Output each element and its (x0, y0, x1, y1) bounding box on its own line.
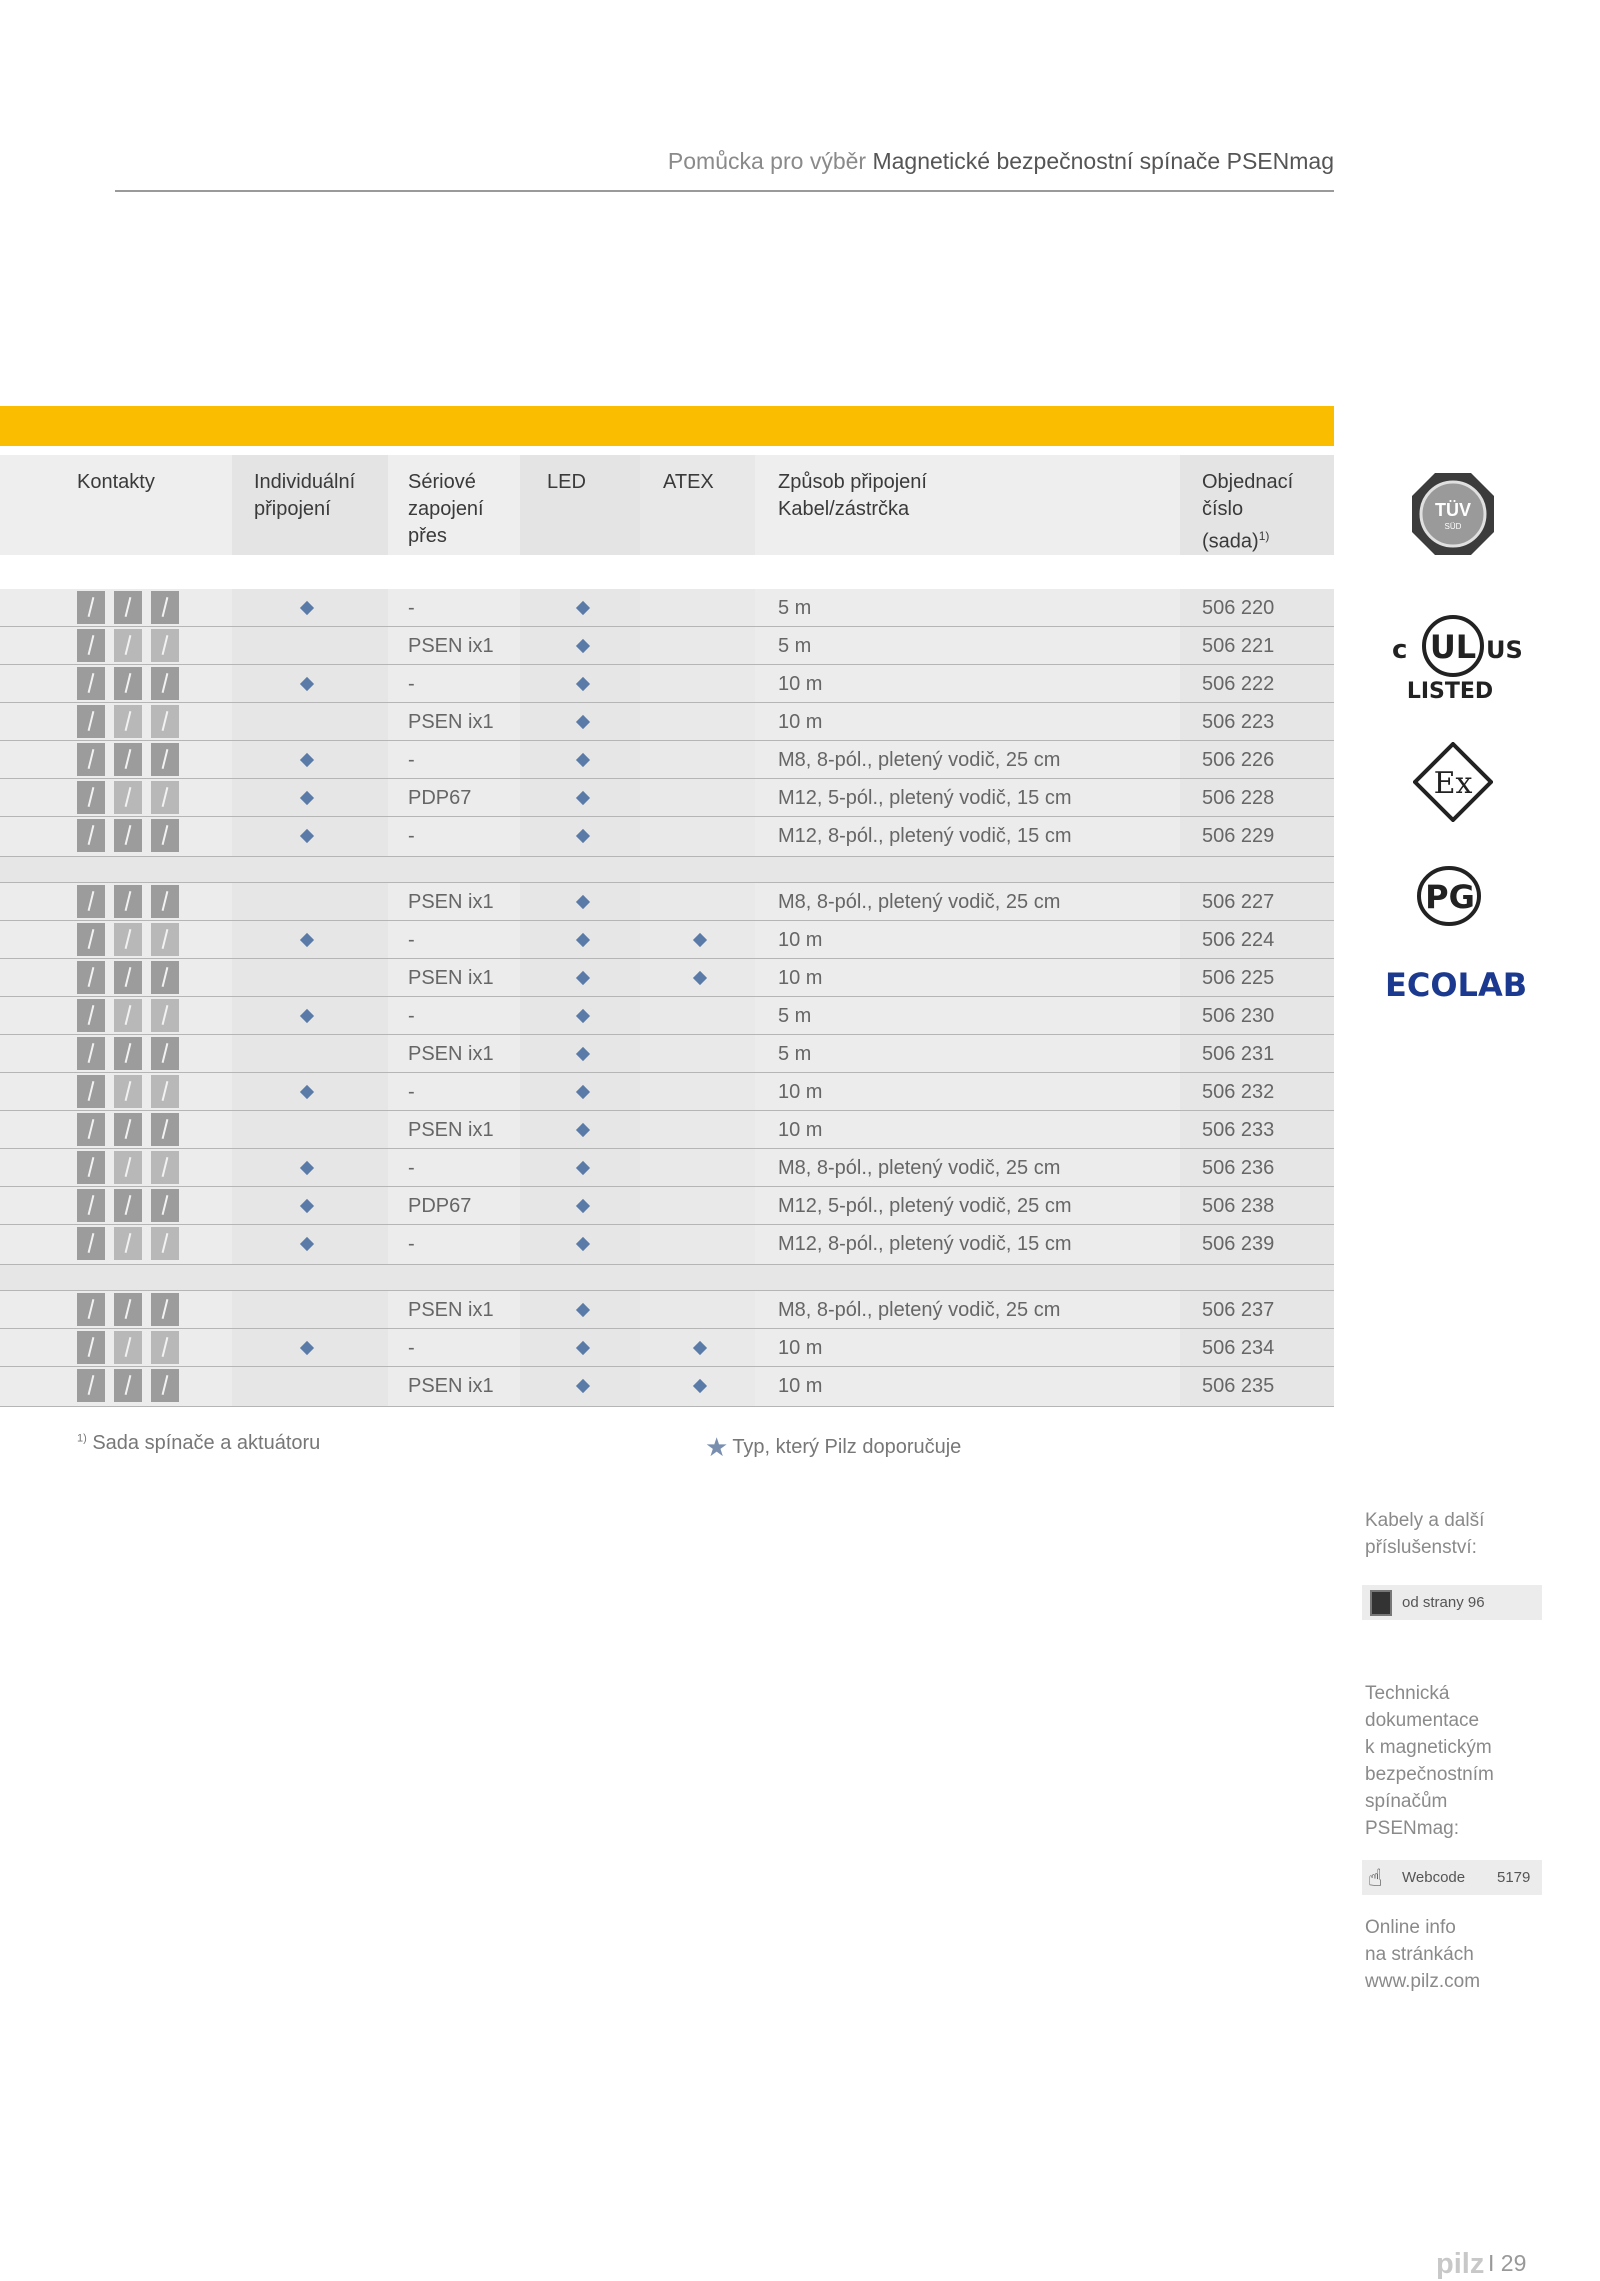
serial-cell: - (408, 1233, 415, 1255)
pilz-logo: pilz (1436, 2248, 1485, 2280)
order-number-cell: 506 230 (1202, 1005, 1275, 1027)
footnote-mark: 1) (77, 1432, 87, 1445)
atex-ex-logo (1413, 742, 1493, 822)
star-icon: ★ (705, 1432, 729, 1462)
cables-ref-text: od strany 96 (1402, 1594, 1485, 1611)
reed-contact-icon (114, 1331, 142, 1364)
reed-contact-icon (77, 923, 105, 956)
reed-contact-icon (77, 885, 105, 918)
reed-contact-icon (151, 999, 179, 1032)
serial-cell: PSEN ix1 (408, 891, 494, 913)
connection-cell: M8, 8-pól., pletený vodič, 25 cm (778, 749, 1061, 771)
connection-cell: 10 m (778, 673, 823, 695)
reed-contact-icon (114, 1227, 142, 1260)
reed-contact-icon (77, 1227, 105, 1260)
reed-contact-icon (151, 743, 179, 776)
reed-contact-icon (114, 781, 142, 814)
serial-cell: PDP67 (408, 787, 472, 809)
reed-contact-icon (151, 885, 179, 918)
reed-contact-icon (114, 667, 142, 700)
reed-contact-icon (77, 1369, 105, 1402)
reed-contact-icon (114, 999, 142, 1032)
reed-contact-icon (151, 705, 179, 738)
webcode-value: 5179 (1497, 1869, 1531, 1886)
reed-contact-icon (114, 885, 142, 918)
serial-cell: - (408, 1337, 415, 1359)
legend-text: Typ, který Pilz doporučuje (732, 1436, 962, 1458)
col-individual: Individuální připojení (254, 471, 356, 520)
reed-contact-icon (77, 999, 105, 1032)
order-number-cell: 506 232 (1202, 1081, 1275, 1103)
connection-cell: 5 m (778, 1043, 812, 1065)
group-separator (0, 857, 1334, 883)
webcode-box[interactable] (1362, 1860, 1542, 1895)
reed-contact-icon (151, 667, 179, 700)
order-number-cell: 506 229 (1202, 825, 1275, 847)
connection-cell: 10 m (778, 711, 823, 733)
connection-cell: M8, 8-pól., pletený vodič, 25 cm (778, 1157, 1061, 1179)
reed-contact-icon (114, 819, 142, 852)
page-separator: I (1488, 2250, 1495, 2276)
header-divider (115, 190, 1334, 192)
connection-cell: 10 m (778, 929, 823, 951)
serial-cell: PSEN ix1 (408, 1119, 494, 1141)
serial-cell: - (408, 1005, 415, 1027)
reed-contact-icon (114, 1189, 142, 1222)
col-order (1202, 469, 1293, 556)
gost-logo (1414, 863, 1494, 929)
group-separator (0, 1265, 1334, 1291)
reed-contact-icon (151, 1151, 179, 1184)
connection-cell: M12, 5-pól., pletený vodič, 15 cm (778, 787, 1072, 809)
reed-contact-icon (77, 1151, 105, 1184)
order-number-cell: 506 235 (1202, 1375, 1275, 1397)
footnote-text: Sada spínače a aktuátoru (92, 1432, 321, 1454)
table-row (0, 883, 1334, 921)
connection-cell: M12, 8-pól., pletený vodič, 15 cm (778, 1233, 1072, 1255)
table-row (0, 1149, 1334, 1187)
sidebar-online-text: Online info na stránkách www.pilz.com (1365, 1917, 1481, 1992)
serial-cell: PSEN ix1 (408, 1043, 494, 1065)
connection-cell: 10 m (778, 1119, 823, 1141)
ul-mark-text: UL (1429, 628, 1477, 666)
serial-cell: - (408, 749, 415, 771)
table-row (0, 1187, 1334, 1225)
connection-cell: M8, 8-pól., pletený vodič, 25 cm (778, 1299, 1061, 1321)
serial-cell: PDP67 (408, 1195, 472, 1217)
catalog-book-icon (1370, 1590, 1392, 1616)
serial-cell: PSEN ix1 (408, 635, 494, 657)
reed-contact-icon (151, 1369, 179, 1402)
reed-contact-icon (151, 591, 179, 624)
serial-cell: - (408, 1081, 415, 1103)
col-serial: Sériové zapojení přes (408, 471, 484, 547)
table-row (0, 1111, 1334, 1149)
gost-mark-text: PG (1425, 878, 1475, 916)
reed-contact-icon (151, 1331, 179, 1364)
reed-contact-icon (77, 705, 105, 738)
reed-contact-icon (151, 923, 179, 956)
reed-contact-icon (114, 1113, 142, 1146)
order-number-cell: 506 223 (1202, 711, 1275, 733)
order-number-cell: 506 220 (1202, 597, 1275, 619)
footnote (77, 1432, 320, 1455)
reed-contact-icon (114, 1369, 142, 1402)
serial-cell: - (408, 1157, 415, 1179)
pointing-hand-icon: ☝ (1368, 1865, 1383, 1892)
reed-contact-icon (77, 1075, 105, 1108)
reed-contact-icon (77, 781, 105, 814)
order-number-cell: 506 227 (1202, 891, 1275, 913)
reed-contact-icon (77, 1189, 105, 1222)
reed-contact-icon (114, 923, 142, 956)
order-number-cell: 506 236 (1202, 1157, 1275, 1179)
table-row (0, 959, 1334, 997)
ul-c-text: c (1392, 635, 1408, 665)
serial-cell: - (408, 929, 415, 951)
reed-contact-icon (77, 743, 105, 776)
serial-cell: PSEN ix1 (408, 1375, 494, 1397)
order-number-cell: 506 233 (1202, 1119, 1275, 1141)
reed-contact-icon (114, 629, 142, 662)
page-number-value: 29 (1500, 2250, 1527, 2276)
reed-contact-icon (77, 1113, 105, 1146)
col-atex: ATEX (663, 471, 714, 493)
reed-contact-icon (77, 819, 105, 852)
reed-contact-icon (151, 1037, 179, 1070)
col-connection: Způsob připojení Kabel/zástrčka (778, 471, 927, 520)
ecolab-logo: ECOLAB (1385, 966, 1528, 1004)
order-number-cell: 506 224 (1202, 929, 1275, 951)
reed-contact-icon (77, 591, 105, 624)
order-number-cell: 506 222 (1202, 673, 1275, 695)
reed-contact-icon (114, 961, 142, 994)
table-row (0, 1035, 1334, 1073)
page-header-title (668, 148, 1334, 175)
connection-cell: M12, 8-pól., pletený vodič, 15 cm (778, 825, 1072, 847)
table-row (0, 741, 1334, 779)
ul-listed-text: LISTED (1406, 679, 1494, 704)
product-table (0, 455, 1334, 1407)
table-row (0, 1367, 1334, 1407)
reed-contact-icon (151, 961, 179, 994)
serial-cell: - (408, 597, 415, 619)
col-order-label: Objednací číslo (sada) (1202, 471, 1294, 553)
ul-us-text: US (1486, 636, 1523, 664)
table-row (0, 665, 1334, 703)
reed-contact-icon (114, 1151, 142, 1184)
order-number-cell: 506 221 (1202, 635, 1275, 657)
col-order-sup: 1) (1258, 529, 1270, 543)
sidebar-techdoc-text: Technická dokumentace k magnetickým bezpečnostním spínačům PSENmag: (1365, 1683, 1494, 1839)
connection-cell: 5 m (778, 597, 812, 619)
table-row (0, 1073, 1334, 1111)
reed-contact-icon (77, 667, 105, 700)
ul-listed-logo (1390, 606, 1530, 706)
reed-contact-icon (77, 629, 105, 662)
accent-bar (0, 406, 1334, 446)
serial-cell: PSEN ix1 (408, 711, 494, 733)
order-number-cell: 506 231 (1202, 1043, 1275, 1065)
col-contacts: Kontakty (77, 471, 155, 493)
table-row (0, 589, 1334, 627)
reed-contact-icon (114, 1037, 142, 1070)
reed-contact-icon (114, 743, 142, 776)
connection-cell: 10 m (778, 1375, 823, 1397)
table-row (0, 1329, 1334, 1367)
page-number (1488, 2250, 1526, 2277)
connection-cell: 5 m (778, 1005, 812, 1027)
serial-cell: PSEN ix1 (408, 967, 494, 989)
reed-contact-icon (151, 629, 179, 662)
reed-contact-icon (77, 1037, 105, 1070)
connection-cell: M12, 5-pól., pletený vodič, 25 cm (778, 1195, 1072, 1217)
reed-contact-icon (151, 781, 179, 814)
webcode-label: Webcode (1402, 1869, 1466, 1886)
tuv-bottom-text: SÜD (1444, 522, 1462, 531)
reed-contact-icon (114, 591, 142, 624)
table-row (0, 921, 1334, 959)
reed-contact-icon (151, 1113, 179, 1146)
reed-contact-icon (77, 1331, 105, 1364)
serial-cell: - (408, 673, 415, 695)
tuv-top-text: TÜV (1435, 500, 1471, 520)
connection-cell: M8, 8-pól., pletený vodič, 25 cm (778, 891, 1061, 913)
header-title-light: Pomůcka pro výběr (667, 148, 867, 174)
col-led: LED (547, 471, 586, 493)
order-number-cell: 506 228 (1202, 787, 1275, 809)
reed-contact-icon (77, 1293, 105, 1326)
table-row (0, 817, 1334, 857)
table-row (0, 703, 1334, 741)
table-header (0, 455, 1334, 555)
connection-cell: 10 m (778, 1337, 823, 1359)
table-body (0, 589, 1334, 1407)
order-number-cell: 506 239 (1202, 1233, 1275, 1255)
ex-mark-text: Ex (1433, 766, 1473, 801)
reed-contact-icon (151, 1227, 179, 1260)
table-row (0, 1291, 1334, 1329)
order-number-cell: 506 238 (1202, 1195, 1275, 1217)
reed-contact-icon (151, 1293, 179, 1326)
order-number-cell: 506 234 (1202, 1337, 1275, 1359)
connection-cell: 10 m (778, 1081, 823, 1103)
connection-cell: 5 m (778, 635, 812, 657)
reed-contact-icon (114, 705, 142, 738)
cables-reference-box[interactable] (1362, 1585, 1542, 1620)
reed-contact-icon (151, 1189, 179, 1222)
table-row (0, 627, 1334, 665)
table-row (0, 997, 1334, 1035)
order-number-cell: 506 225 (1202, 967, 1275, 989)
reed-contact-icon (114, 1075, 142, 1108)
legend (705, 1432, 961, 1463)
connection-cell: 10 m (778, 967, 823, 989)
reed-contact-icon (151, 819, 179, 852)
table-row (0, 779, 1334, 817)
reed-contact-icon (151, 1075, 179, 1108)
sidebar-cables-text: Kabely a další příslušenství: (1365, 1510, 1485, 1558)
reed-contact-icon (114, 1293, 142, 1326)
header-title-strong: Magnetické bezpečnostní spínače PSENmag (872, 148, 1334, 174)
serial-cell: - (408, 825, 415, 847)
reed-contact-icon (77, 961, 105, 994)
order-number-cell: 506 226 (1202, 749, 1275, 771)
order-number-cell: 506 237 (1202, 1299, 1275, 1321)
serial-cell: PSEN ix1 (408, 1299, 494, 1321)
tuv-sud-logo (1410, 471, 1496, 557)
table-row (0, 1225, 1334, 1265)
